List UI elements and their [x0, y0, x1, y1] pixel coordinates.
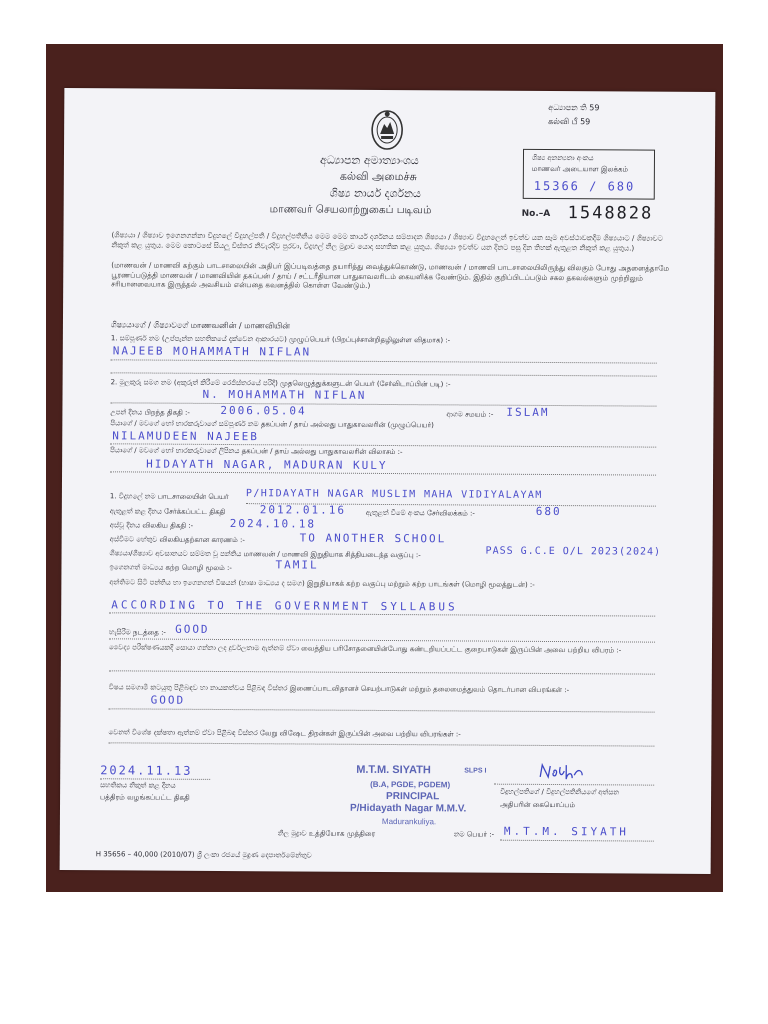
ministry-si: අධ්‍යාපන අමාත්‍යාංශය	[319, 153, 419, 168]
section-heading: ශිෂ්‍යයාගේ / ශිෂ්‍යාවගේ மாணவனின் / மாணவியின்	[110, 320, 291, 331]
issue-date-value: 2024.11.13	[100, 763, 193, 778]
field-guardian-name-value: NILAMUDEEN NAJEEB	[112, 429, 259, 444]
divider	[109, 708, 655, 712]
title-ta: மாணவர் செயலாற்றுகைப் படிவம்	[269, 203, 432, 217]
field-guardian-address-label: පියාගේ / මවගේ හෝ භාරකරුවාගේ ලිපිනය தகப்பன் / தாய் அல்லது பாதுகாவலரின் விலாசம் :-	[110, 446, 403, 457]
admission-label-si: ශිෂ්‍ය අනන්‍යතා අංකය	[531, 153, 594, 163]
divider	[111, 372, 657, 376]
admission-number-value: 15366 / 680	[533, 178, 636, 194]
field-religion-label: ආගම சமயம் :-	[446, 410, 494, 419]
divider	[110, 402, 656, 406]
instructions-ta: (மாணவன் / மாணவி கற்கும் பாடசாலையின் அதிபர் இப்படிவத்தை தயாரித்து வைத்துக்கொண்டு, மாணவன் / மாணவி பாடசாலையிலிருந்து விலகும் போது அதனைத்தாமே பூரணப்படுத்தி மாணவன் / மாணவியின் தகப்பன் / தாய் / சட்டரீதியான பாதுகாவலரிடம் கையளிக்க வேண்டும். இதில் குறிப்பிடப்படும் சகல தகவல்களும் முற்றிலும் சரியானவையாக இருத்தல் அவசியம் என்பதை கவனத்தில் கொள்ள வேண்டும்.)	[111, 260, 670, 291]
issue-date-label-ta: பத்திரம் வழங்கப்பட்ட திகதி	[100, 793, 190, 802]
school-leaving-certificate	[60, 88, 716, 874]
form-code-ta: கல்வி பீ 59	[548, 116, 591, 127]
field-dob-label: උපන් දිනය பிறந்த திகதி :-	[110, 408, 190, 417]
field-leaving-date-value: 2024.10.18	[229, 517, 317, 531]
stamp-school: P/Hidayath Nagar M.M.V.	[349, 802, 467, 815]
admission-number-box	[523, 149, 655, 200]
state-emblem-icon	[370, 108, 404, 152]
field-dob-value: 2006.05.04	[220, 403, 307, 418]
admission-label-ta: மாணவர் அடையாள இலக்கம்	[531, 164, 629, 174]
principal-signature	[538, 761, 584, 783]
ministry-ta: கல்வி அமைச்சு	[339, 169, 417, 184]
field-last-class-value: PASS G.C.E O/L 2023(2024)	[485, 545, 662, 558]
field-admission-number-label: ඇතුළත් වීමේ අංකය சேர்விலக்கம் :-	[365, 508, 475, 518]
divider	[111, 359, 657, 363]
stamp-grade: SLPS I	[464, 767, 487, 775]
stamp-town: Madurankuliya.	[381, 816, 437, 827]
field-full-name-value: NAJEEB MOHAMMATH NIFLAN	[112, 344, 312, 359]
field-reason-label: අස්වීමට හේතුව விலகியதற்கான காரணம் :-	[109, 535, 245, 545]
field-leaving-date-label: අස්වූ දිනය விலகிய திகதி :-	[109, 521, 194, 530]
field-admission-date-label: ඇතුළත් කළ දිනය சேர்க்கப்பட்ட திகதி	[109, 507, 226, 517]
serial-label: No.–A	[521, 208, 551, 219]
serial-number: 1548828	[567, 203, 654, 224]
field-full-name-label: 1. සම්පූර්ණ නම (උප්පැන්න සහතිකයේ දැක්වෙන ආකාරයට) முழுப்பெயர் (பிறப்புச்சான்றிதழிலுள்ள விதமாக) :-	[110, 334, 451, 345]
principal-label-ta: அதிபரின் கையொப்பம்	[500, 800, 576, 810]
field-subjects-value: ACCORDING TO THE GOVERNMENT SYLLABUS	[111, 598, 458, 614]
field-guardian-name-label: පියාගේ / මවගේ හෝ භාරකරුවාගේ සම්පූර්ණ නම தகப்பன் / தாய் அல்லது பாதுகாவலரின் (முழுப்பெயர்)	[110, 419, 434, 430]
principal-label-si: විදුහල්පතිගේ / විදුහල්පතිනියගේ අත්සන	[500, 787, 619, 797]
field-medium-value: TAMIL	[275, 558, 319, 572]
issue-date-label-si: සහතිකය නිකුත් කළ දිනය	[100, 781, 176, 790]
stamp-qualifications: (B.A, PGDE, PGDEM)	[370, 779, 451, 790]
divider	[500, 840, 654, 842]
field-conduct-label: හැසිරීම நடத்தை :-	[109, 628, 167, 637]
seal-label: නිල මුද්‍රාව உத்தியோக முத்திரை	[277, 829, 376, 838]
principal-name-value: M.T.M. SIYATH	[503, 824, 629, 839]
field-subjects-label: අන්තිමට සිටි පන්තිය හා ඉගෙනගත් විෂයන් (භාෂා මාධ්‍යය ද සමග) இறுதியாகக் கற்ற வகுப்பு மற்றும் கற்ற பாடங்கள் (மொழி மூலத்துடன்) :-	[109, 578, 535, 589]
field-talents-label: වෙනත් විශේෂ දක්ෂතා ඇත්නම් ඒවා පිළිබඳ විස්තර வேறு விஷேட திறன்கள் இருப்பின் அவை பற்றிய விபரங்கள் :-	[108, 728, 461, 739]
field-extracurricular-value: GOOD	[150, 693, 186, 707]
divider	[100, 778, 210, 780]
field-admission-number-value: 680	[535, 504, 562, 519]
stamp-title: PRINCIPAL	[386, 790, 440, 803]
divider	[494, 784, 654, 786]
name-label: නම பெயர் :-	[453, 830, 495, 839]
field-school-value: P/HIDAYATH NAGAR MUSLIM MAHA VIDIYALAYAM	[245, 488, 543, 501]
field-reason-value: TO ANOTHER SCHOOL	[299, 531, 447, 546]
field-guardian-address-value: HIDAYATH NAGAR, MADURAN KULY	[146, 457, 388, 472]
instructions-si: (ශිෂ්‍යයා / ශිෂ්‍යාව ඉගෙනගන්නා විදුහලේ විදුහල්පති / විදුහල්පතිනිය මෙම මෙම කාර්ය දර්ශනය සම්පාදන ශිෂ්‍යයා / ශිෂ්‍යාව විදුහලෙන් ඉවත්ව යන සෑම අවස්ථාවකදීම ශිෂ්‍යයාට / ශිෂ්‍යාවට නිකුත් කළ යුතුය. මෙම කොටසේ සියලු විස්තර නිවැරදිව පුරවා, විදුහල් නිල මුද්‍රාව යොදා සහතික කළ යුතුය. ශිෂ්‍යයා ඉවත්ව යන දිනට පසු දින තිහක් ඇතුළත නිකුත් කළ යුතුය.)	[111, 230, 663, 253]
field-last-class-label: ශිෂ්‍යයා/ශිෂ්‍යාව අවසානයට සම්මත වූ පන්තිය மாணவன் / மாணவி இறுதியாக சித்தியடைந்த வகுப்பு :-	[109, 549, 421, 560]
form-code-si: අධ්‍යාපන ති 59	[548, 102, 600, 113]
divider	[109, 670, 655, 674]
field-extracurricular-label: විෂය සමගාමී කටයුතු පිළිබඳව හා නායකත්වය පිළිබඳ විස්තර இணைப்பாடவிதானச் செயற்பாடுகள் மற்றும் தலைமைத்துவம் தொடர்பான விபரங்கள் :-	[108, 683, 570, 695]
field-medical-label: වෛද්‍ය පරීක්ෂණයකදී සොයා ගන්නා ලද දුර්වලතාම ඇත්නම් ඒවා வைத்திய பரிசோதனையின்போது கண்டறியப்பட்ட குறைபாடுகள் இருப்பின் அவை பற்றிய விபரம் :-	[108, 643, 622, 655]
field-admission-date-value: 2012.01.16	[259, 503, 347, 517]
field-religion-value: ISLAM	[506, 405, 550, 419]
title-si: ශිෂ්‍ය නාර්ය දර්ශනය	[329, 186, 421, 201]
print-footer: H 35656 – 40,000 (2010/07) ශ්‍රී ලංකා රජයේ මුද්‍රණ දෙපාර්තමේන්තුව	[95, 850, 312, 860]
field-conduct-value: GOOD	[175, 622, 210, 636]
divider	[108, 742, 654, 746]
field-medium-label: ඉගෙනගත් මාධ්‍යය கற்ற மொழி மூலம் :-	[109, 563, 232, 573]
stamp-name: M.T.M. SIYATH	[356, 763, 431, 777]
field-name-initials-value: N. MOHAMMATH NIFLAN	[202, 387, 367, 402]
field-school-label: 1. විදුහලේ නම பாடசாலையின் பெயர்	[109, 492, 229, 502]
field-name-initials-label: 2. මුලකුරු සමග නම (අකුරුත් කිරීමේ රෙජිස්තරයේ පරිදි) முதலெழுத்துக்களுடன் பெயர் (சேர்விடாப்பின் படி) :-	[110, 378, 451, 389]
